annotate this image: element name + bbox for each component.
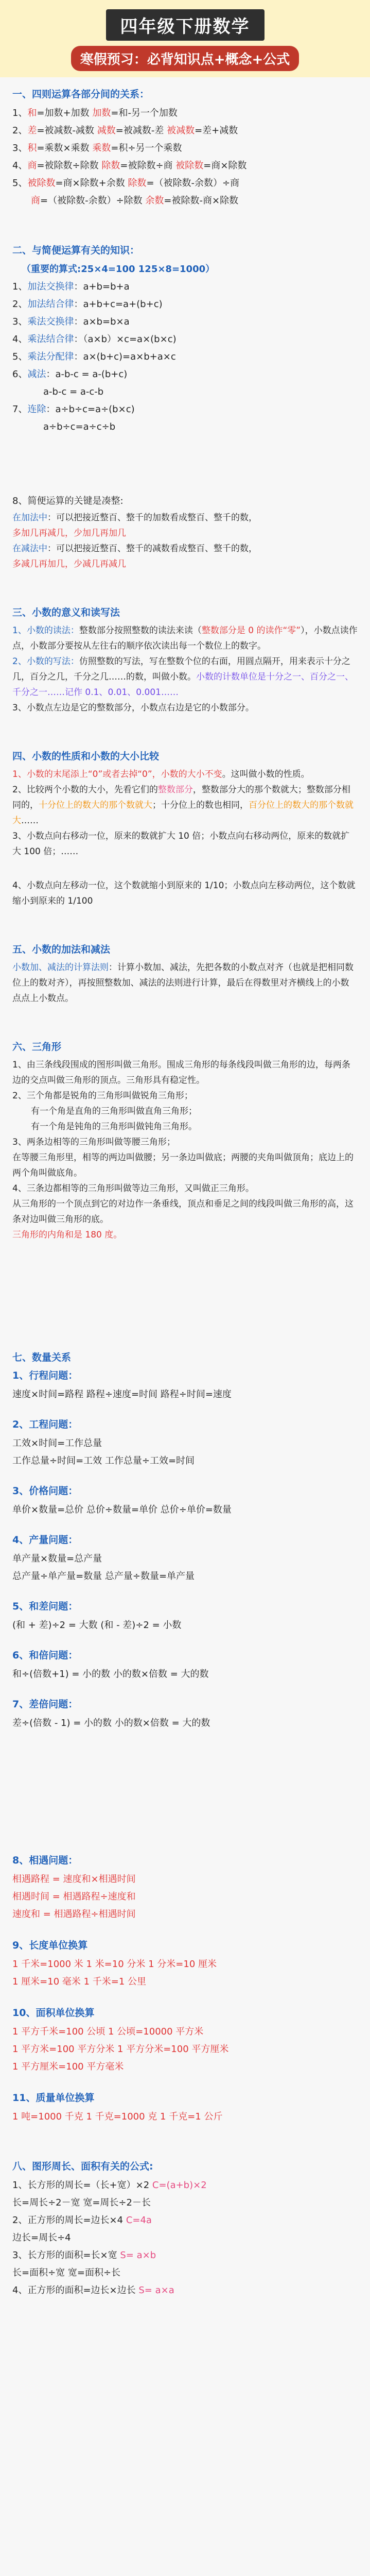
section-title: 8、相遇问题： [12,1855,78,1866]
group-formula: 和÷(倍数+1) = 小的数 小的数×倍数 = 大的数 [12,1669,209,1680]
section-title: 9、长度单位换算 [12,1940,88,1951]
section-decimal-add-sub [0,914,370,1011]
row-number: 3、 [12,316,28,327]
item-text: ，整数部分大的那个数就大；整数部分相同的， [12,785,350,810]
header [0,0,370,77]
row-number: 5、 [12,178,28,189]
term-name: 和 [27,108,37,118]
term-formula: =（被除数-余数）÷商 [146,178,240,189]
formula-list [12,2023,358,2076]
decimal-move-right: 3、小数点向右移动一位，原来的数就扩大 10 倍；小数点向右移动两位，原来的数就扩大 100 倍；…… [12,831,350,857]
section-simplified-calculation [0,215,370,441]
important-note: （重要的算式:25×4=100 125×8=1000） [22,264,215,275]
law-name: 减法 [27,369,46,380]
group-title: 6、和倍问题： [12,1650,78,1661]
triangle-fact: 有一个角是钝角的三角形叫做钝角三角形。 [31,1122,197,1132]
section-quantity-relations [0,1341,370,1751]
group-title: 4、产量问题： [12,1534,78,1546]
row-number: 1、 [12,108,28,118]
decimal-move-left: 4、小数点向左移动一位，这个数就缩小到原来的 1/10；小数点向左移动两位，这个数就缩小到原来的 1/100 [12,880,356,906]
group-title: 1、行程问题： [12,1370,78,1381]
formula-line: 1 平方千米=100 公顷 1 公顷=10000 平方米 [12,2026,204,2037]
rule-label: 在加法中 [12,513,47,523]
section-title: 二、与简便运算有关的知识： [12,245,140,256]
triangle-fact: 3、两条边相等的三角形叫做等腰三角形； [12,1137,175,1147]
formula-list [12,2108,358,2126]
section-title: 七、数量关系 [12,1352,72,1363]
formula-text: 长=面积÷宽 宽=面积÷长 [12,2267,121,2278]
term-formula: =差+减数 [195,125,238,136]
term-name: 商 [27,160,37,171]
formula-symbolic: S= a×b [120,2250,156,2261]
law-name: 连除 [27,404,46,415]
relation-row [12,157,358,175]
row-number: 5、 [12,351,28,362]
section-figure-formulas [0,2131,370,2304]
item-highlight: 十分位上的数大的那个数就大 [39,800,152,810]
decimal-reading [12,623,358,654]
relation-group [12,1368,358,1403]
decimal-compare [12,782,358,828]
term-formula: =被除数÷商 [120,160,173,171]
law-name: 乘法分配律 [27,351,74,362]
addition-rule [12,510,358,541]
group-title: 5、和差问题： [12,1601,78,1612]
section-arithmetic-relations [0,77,370,215]
page-subtitle: 寒假预习：必背知识点+概念+公式 [71,46,299,71]
item-highlight: 百分位上的数大的那个数就大 [12,800,354,826]
triangle-fact: 三角形的内角和是 180 度。 [12,1230,122,1240]
law-name: 乘法结合律 [27,334,74,345]
decimal-writing [12,654,358,700]
law-row [12,383,358,401]
group-formula: 单产量×数量=总产量 [12,1553,102,1564]
law-formula: ：a-b-c = a-(b+c) [46,369,128,380]
rule-highlight: 多加几再减几，少加几再加几 [12,528,126,538]
item-text: ），小数点读作点，小数部分要按从左往右的顺序依次读出每一个数位上的数字。 [12,625,358,651]
law-row [12,348,358,366]
relation-group [12,1483,358,1519]
rule-text: ：可以把接近整百、整千的减数看成整百、整千的数， [47,544,257,554]
item-label: 1、小数的读法： [12,625,79,636]
term-name: 被减数 [167,125,195,136]
section-title: 三、小数的意义和读写法 [12,607,120,618]
rule-text: ：可以把接近整百、整千的加数看成整百、整千的数， [47,513,257,523]
relation-group [12,1417,358,1470]
row-number: 2、 [12,125,28,136]
group-formula: 总产量÷单产量=数量 总产量÷数量=单产量 [12,1571,195,1582]
relation-group [12,1532,358,1585]
formula-list [12,1871,358,1923]
relation-list [12,105,358,210]
item-text: ；十分位上的数也相同， [152,800,249,810]
relation-row [12,140,358,157]
formula-line: 1 平方米=100 平方分米 1 平方分米=100 平方厘米 [12,2044,229,2055]
group-title: 7、差倍问题： [12,1699,78,1710]
law-name: 乘法交换律 [27,316,74,327]
group-title: 3、价格问题： [12,1485,78,1497]
row-number: 3、 [12,143,28,154]
page-title: 四年级下册数学 [106,9,265,41]
term-name: 差 [27,125,37,136]
term-name: 除数 [128,178,147,189]
formula-line: 相遇路程 = 速度和×相遇时间 [12,1874,136,1885]
section-decimal-meaning [0,577,370,721]
law-row [12,366,358,383]
item-text: 仿照整数的写法，写在整数个位的右面，用圆点隔开，用来表示十分之几，百分之几，千分之几……的数，叫做小数。 [12,656,350,682]
law-list [12,278,358,436]
formula-line: 速度和 = 相遇路程÷相遇时间 [12,1909,136,1920]
group-formula: 速度×时间=路程 路程÷速度=时间 路程÷时间=速度 [12,1389,232,1400]
group-formula: (和 + 差)÷2 = 大数 (和 - 差)÷2 = 小数 [12,1620,182,1631]
triangle-facts [12,1057,358,1243]
law-row [12,296,358,313]
group-formula: 差÷(倍数 - 1) = 小的数 小的数×倍数 = 大的数 [12,1718,210,1728]
relation-row [12,175,358,192]
item-highlight: 1、小数的末尾添上“0”或者去掉“0”，小数的大小不变 [12,769,222,779]
law-formula: ：a×b=b×a [74,316,130,327]
law-row [12,313,358,331]
law-name: 加法交换律 [27,281,74,292]
row-number: 4、 [12,334,28,345]
law-row [12,278,358,296]
formula-text: 2、正方形的周长=边长×4 [12,2215,124,2226]
relation-groups [12,1368,358,1732]
formula-list [12,1956,358,1991]
triangle-fact: 有一个角是直角的三角形叫做直角三角形； [31,1106,197,1116]
section-area-units [0,1996,370,2081]
term-name: 被除数 [27,178,56,189]
section-mass-units [0,2081,370,2131]
term-formula: =积÷另一个乘数 [111,143,182,154]
figure-formula [12,2264,358,2282]
group-title: 2、工程问题： [12,1419,78,1430]
law-formula: a÷b÷c=a÷c÷b [43,421,116,432]
group-formula: 工作总量÷时间=工效 工作总量÷工效=时间 [12,1455,195,1466]
formula-text: 长=周长÷2－宽 宽=周长÷2－长 [12,2197,151,2208]
term-formula: =商×除数+余数 [55,178,125,189]
section-title: 六、三角形 [12,1041,62,1053]
law-formula: ：a÷b÷c=a÷(b×c) [46,404,135,415]
item-label: 2、小数的写法： [12,656,79,667]
term-name: 商 [31,195,40,206]
rule-highlight: 多减几再加几，少减几再减几 [12,559,126,569]
group-formula: 工效×时间=工作总量 [12,1438,102,1449]
row-number: 7、 [12,404,28,415]
section-triangle [0,1011,370,1248]
section-meeting-problem [0,1843,370,1928]
relation-row [12,105,358,122]
formula-text: 4、正方形的面积=边长×边长 [12,2285,136,2296]
add-sub-rule [12,960,358,1006]
formula-symbolic: C=(a+b)×2 [152,2180,207,2191]
term-formula: =被除数÷除数 [37,160,99,171]
formula-symbolic: S= a×a [138,2285,174,2296]
term-name: 除数 [101,160,120,171]
item-highlight: 小数的计数单位是十分之一、百分之一、千分之一……记作 0.1、0.01、0.001…… [12,672,354,698]
law-row [12,331,358,348]
relation-group [12,1697,358,1732]
relation-group [12,1648,358,1683]
section-length-units [0,1928,370,1996]
figure-formula [12,2212,358,2229]
term-formula: =（被除数-余数）÷除数 [40,195,143,206]
formula-text: 1、长方形的周长=（长+宽）×2 [12,2180,150,2191]
law-formula: ：a+b+c=a+(b+c) [74,299,163,310]
law-formula: ：a+b=b+a [74,281,130,292]
section-title: 八、图形周长、面积有关的公式: [12,2161,153,2172]
term-formula: =商×除数 [203,160,247,171]
decimal-parts: 3、小数点左边是它的整数部分，小数点右边是它的小数部分。 [12,703,254,713]
rule-label: 在减法中 [12,544,47,554]
section-title: 10、面积单位换算 [12,2007,95,2019]
relation-group [12,1599,358,1634]
item-text: …… [21,816,39,826]
subtraction-rule [12,541,358,572]
term-name: 余数 [145,195,164,206]
term-formula: =加数+加数 [37,108,90,118]
item-text: 。这叫做小数的性质。 [222,769,310,779]
term-name: 积 [27,143,37,154]
law-row [12,418,358,436]
figure-formula [12,2247,358,2264]
triangle-fact: 从三角形的一个顶点到它的对边作一条垂线，顶点和垂足之间的线段叫做三角形的高，这条对边叫做三角形的底。 [12,1199,354,1225]
term-name: 加数 [92,108,111,118]
law-formula: ：（a×b）×c=a×(b×c) [74,334,177,345]
section-title: 五、小数的加法和减法 [12,944,111,955]
row-number: 6、 [12,369,28,380]
section-title: 四、小数的性质和小数的大小比较 [12,751,160,762]
row-number: 1、 [12,281,28,292]
term-formula: =乘数×乘数 [37,143,90,154]
section-heading: 8、简便运算的关键是凑整: [12,496,124,506]
formula-symbolic: C=4a [126,2215,152,2226]
law-formula: a-b-c = a-c-b [43,386,104,397]
formula-line: 1 厘米=10 毫米 1 千米=1 公里 [12,1976,147,1987]
formula-text: 3、长方形的面积=长×宽 [12,2250,117,2261]
figure-formula [12,2194,358,2212]
section-title: 11、质量单位换算 [12,2092,95,2104]
item-text: 2、比较两个小数的大小，先看它们的 [12,785,158,795]
relation-row [12,122,358,140]
term-formula: =被减数-差 [115,125,164,136]
term-formula: =被减数-减数 [37,125,95,136]
triangle-fact: 2、三个角都是锐角的三角形叫做锐角三角形； [12,1091,193,1101]
figure-formula [12,2282,358,2299]
formula-line: 1 吨=1000 千克 1 千克=1000 克 1 千克=1 公斤 [12,2111,223,2122]
item-text: 整数部分按照整数的读法来读（ [79,625,202,636]
formula-list [12,2177,358,2299]
decimal-property [12,767,358,782]
formula-line: 1 平方厘米=100 平方毫米 [12,2061,124,2072]
triangle-fact: 1、由三条线段围成的图形叫做三角形。围成三角形的每条线段叫做三角形的边，每两条边的交点叫做三角形的顶点。三角形具有稳定性。 [12,1060,350,1086]
row-number: 4、 [12,160,28,171]
figure-formula [12,2229,358,2247]
figure-formula [12,2177,358,2194]
formula-line: 1 千米=1000 米 1 米=10 分米 1 分米=10 厘米 [12,1959,217,1970]
term-name: 乘数 [92,143,111,154]
group-formula: 单价×数量=总价 总价÷数量=单价 总价÷单价=数量 [12,1504,232,1515]
section-decimal-property [0,721,370,914]
triangle-fact: 在等腰三角形里，相等的两边叫做腰；另一条边叫做底；两腰的夹角叫做顶角；底边上的两个角叫做底角。 [12,1153,354,1178]
law-name: 加法结合律 [27,299,74,310]
law-row [12,401,358,418]
section-title: 一、四则运算各部分间的关系： [12,89,150,100]
formula-line: 相遇时间 = 相遇路程÷速度和 [12,1891,136,1902]
law-formula: ：a×(b+c)=a×b+a×c [74,351,176,362]
term-formula: =和-另一个加数 [111,108,178,118]
formula-text: 边长=周长÷4 [12,2232,71,2243]
term-name: 被除数 [175,160,204,171]
item-label: 小数加、减法的计算法则 [12,962,109,973]
section-rounding-key [0,487,370,577]
relation-row [12,192,358,210]
term-name: 减数 [97,125,116,136]
row-number: 2、 [12,299,28,310]
item-highlight: 整数部分是 0 的读作“零” [201,625,301,636]
triangle-fact: 4、三条边都相等的三角形叫做等边三角形，又叫做正三角形。 [12,1183,254,1194]
item-highlight: 整数部分 [157,785,193,795]
term-formula: =被除数-商×除数 [164,195,239,206]
item-text: ：计算小数加、减法，先把各数的小数点对齐（也就是把相同数位上的数对齐），再按照整数加、减法的法则进行计算，最后在得数里对齐横线上的小数点点上小数点。 [12,962,354,1004]
